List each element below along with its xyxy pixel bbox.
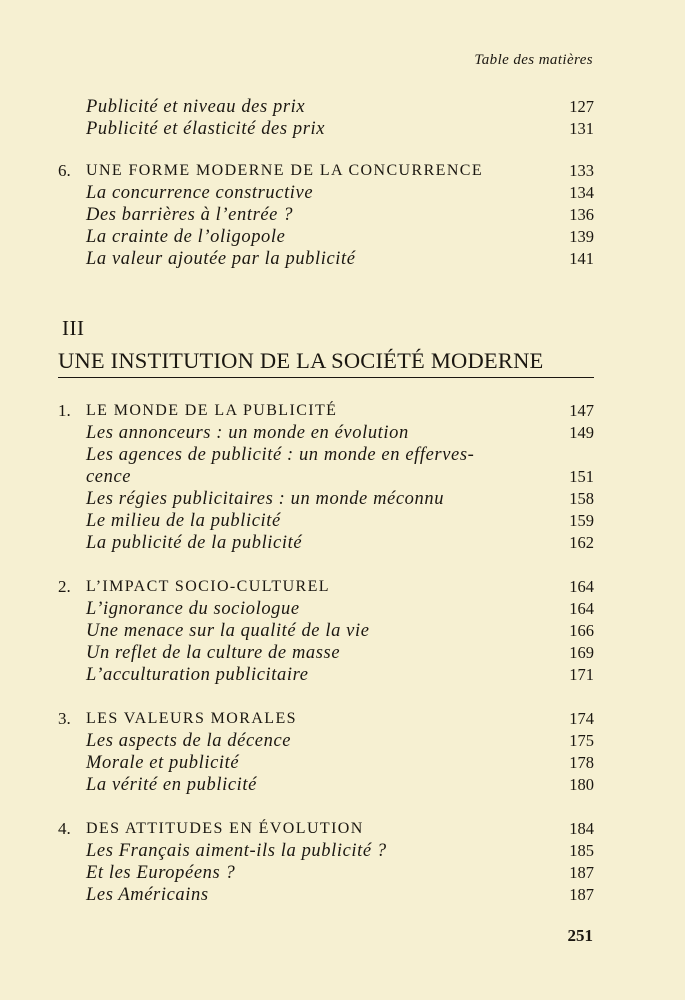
entry-title: Et les Européens ? <box>86 863 236 883</box>
toc-entry[interactable] <box>58 466 594 488</box>
chapter-3-section <box>58 708 594 796</box>
toc-entry[interactable] <box>58 598 594 620</box>
toc-entry[interactable] <box>58 118 594 140</box>
entry-page: 187 <box>569 885 594 904</box>
entry-title: Des barrières à l’entrée ? <box>86 205 294 225</box>
chapter-number: 2. <box>58 577 71 596</box>
chapter-number: 1. <box>58 401 71 420</box>
chapter-6-section <box>58 160 594 270</box>
chapter-title: UNE FORME MODERNE DE LA CONCURRENCE <box>86 162 484 179</box>
chapter-page: 184 <box>569 819 594 838</box>
toc-entry[interactable] <box>58 510 594 532</box>
chapter-heading[interactable] <box>58 400 594 422</box>
entry-title: Les régies publicitaires : un monde méconnu <box>86 489 445 509</box>
toc-entry[interactable] <box>58 862 594 884</box>
entry-page: 151 <box>569 467 594 486</box>
chapter-heading[interactable] <box>58 708 594 730</box>
running-head: Table des matières <box>474 52 593 68</box>
entry-title: La concurrence constructive <box>86 183 314 203</box>
toc-entry[interactable] <box>58 96 594 118</box>
entry-page: 166 <box>569 621 594 640</box>
entry-title: L’acculturation publicitaire <box>86 665 309 685</box>
entry-page: 187 <box>569 863 594 882</box>
entry-page: 162 <box>569 533 594 552</box>
entry-title: Les annonceurs : un monde en évolution <box>86 423 409 443</box>
chapter-page: 174 <box>569 709 594 728</box>
chapter-heading[interactable] <box>58 576 594 598</box>
toc-entry[interactable] <box>58 422 594 444</box>
entry-page: 180 <box>569 775 594 794</box>
chapter-2-section <box>58 576 594 686</box>
entry-title: Morale et publicité <box>86 753 240 773</box>
chapter-title: LES VALEURS MORALES <box>86 710 297 727</box>
entry-page: 131 <box>569 119 594 138</box>
chapter-title: DES ATTITUDES EN ÉVOLUTION <box>86 820 364 837</box>
entry-page: 139 <box>569 227 594 246</box>
entry-page: 169 <box>569 643 594 662</box>
chapter-title: L’IMPACT SOCIO-CULTUREL <box>86 578 330 595</box>
toc-entry[interactable] <box>58 884 594 906</box>
carryover-section <box>58 96 594 140</box>
toc-entry[interactable] <box>58 642 594 664</box>
entry-page: 141 <box>569 249 594 268</box>
entry-page: 185 <box>569 841 594 860</box>
toc-entry[interactable] <box>58 182 594 204</box>
chapter-title: LE MONDE DE LA PUBLICITÉ <box>86 402 338 419</box>
entry-title: L’ignorance du sociologue <box>86 599 300 619</box>
entry-page: 149 <box>569 423 594 442</box>
entry-title: La publicité de la publicité <box>86 533 303 553</box>
toc-entry[interactable] <box>58 664 594 686</box>
part-title: UNE INSTITUTION DE LA SOCIÉTÉ MODERNE <box>58 348 594 378</box>
chapter-page: 164 <box>569 577 594 596</box>
toc-entry[interactable] <box>58 730 594 752</box>
entry-title: La crainte de l’oligopole <box>86 227 286 247</box>
entry-page: 164 <box>569 599 594 618</box>
chapter-number: 3. <box>58 709 71 728</box>
entry-page: 171 <box>569 665 594 684</box>
chapter-heading[interactable] <box>58 818 594 840</box>
entry-title: Le milieu de la publicité <box>86 511 281 531</box>
toc-entry[interactable] <box>58 752 594 774</box>
toc-entry[interactable] <box>58 226 594 248</box>
entry-title: Les Français aiment-ils la publicité ? <box>86 841 387 861</box>
entry-title: Les agences de publicité : un monde en efferves- <box>86 445 475 465</box>
entry-page: 134 <box>569 183 594 202</box>
toc-entry[interactable] <box>58 444 594 466</box>
entry-page: 127 <box>569 97 594 116</box>
chapter-page: 147 <box>569 401 594 420</box>
chapter-4-section <box>58 818 594 906</box>
toc-entry[interactable] <box>58 774 594 796</box>
entry-page: 178 <box>569 753 594 772</box>
entry-title: Les aspects de la décence <box>86 731 292 751</box>
entry-title: La vérité en publicité <box>86 775 257 795</box>
entry-title: Publicité et niveau des prix <box>86 97 306 117</box>
part-number: III <box>62 316 85 340</box>
entry-title: Publicité et élasticité des prix <box>86 119 326 139</box>
entry-title: La valeur ajoutée par la publicité <box>86 249 356 269</box>
chapter-1-section <box>58 400 594 554</box>
entry-page: 136 <box>569 205 594 224</box>
entry-title: Un reflet de la culture de masse <box>86 643 341 663</box>
chapter-page: 133 <box>569 161 594 180</box>
entry-title: Les Américains <box>86 885 209 905</box>
entry-title: cence <box>86 467 132 487</box>
entry-page: 159 <box>569 511 594 530</box>
page-number: 251 <box>567 926 593 945</box>
entry-title: Une menace sur la qualité de la vie <box>86 621 370 641</box>
entry-page: 175 <box>569 731 594 750</box>
toc-entry[interactable] <box>58 620 594 642</box>
toc-entry[interactable] <box>58 840 594 862</box>
toc-entry[interactable] <box>58 488 594 510</box>
toc-entry[interactable] <box>58 204 594 226</box>
toc-entry[interactable] <box>58 248 594 270</box>
chapter-number: 4. <box>58 819 71 838</box>
chapter-heading[interactable] <box>58 160 594 182</box>
entry-page: 158 <box>569 489 594 508</box>
chapter-number: 6. <box>58 161 71 180</box>
toc-entry[interactable] <box>58 532 594 554</box>
